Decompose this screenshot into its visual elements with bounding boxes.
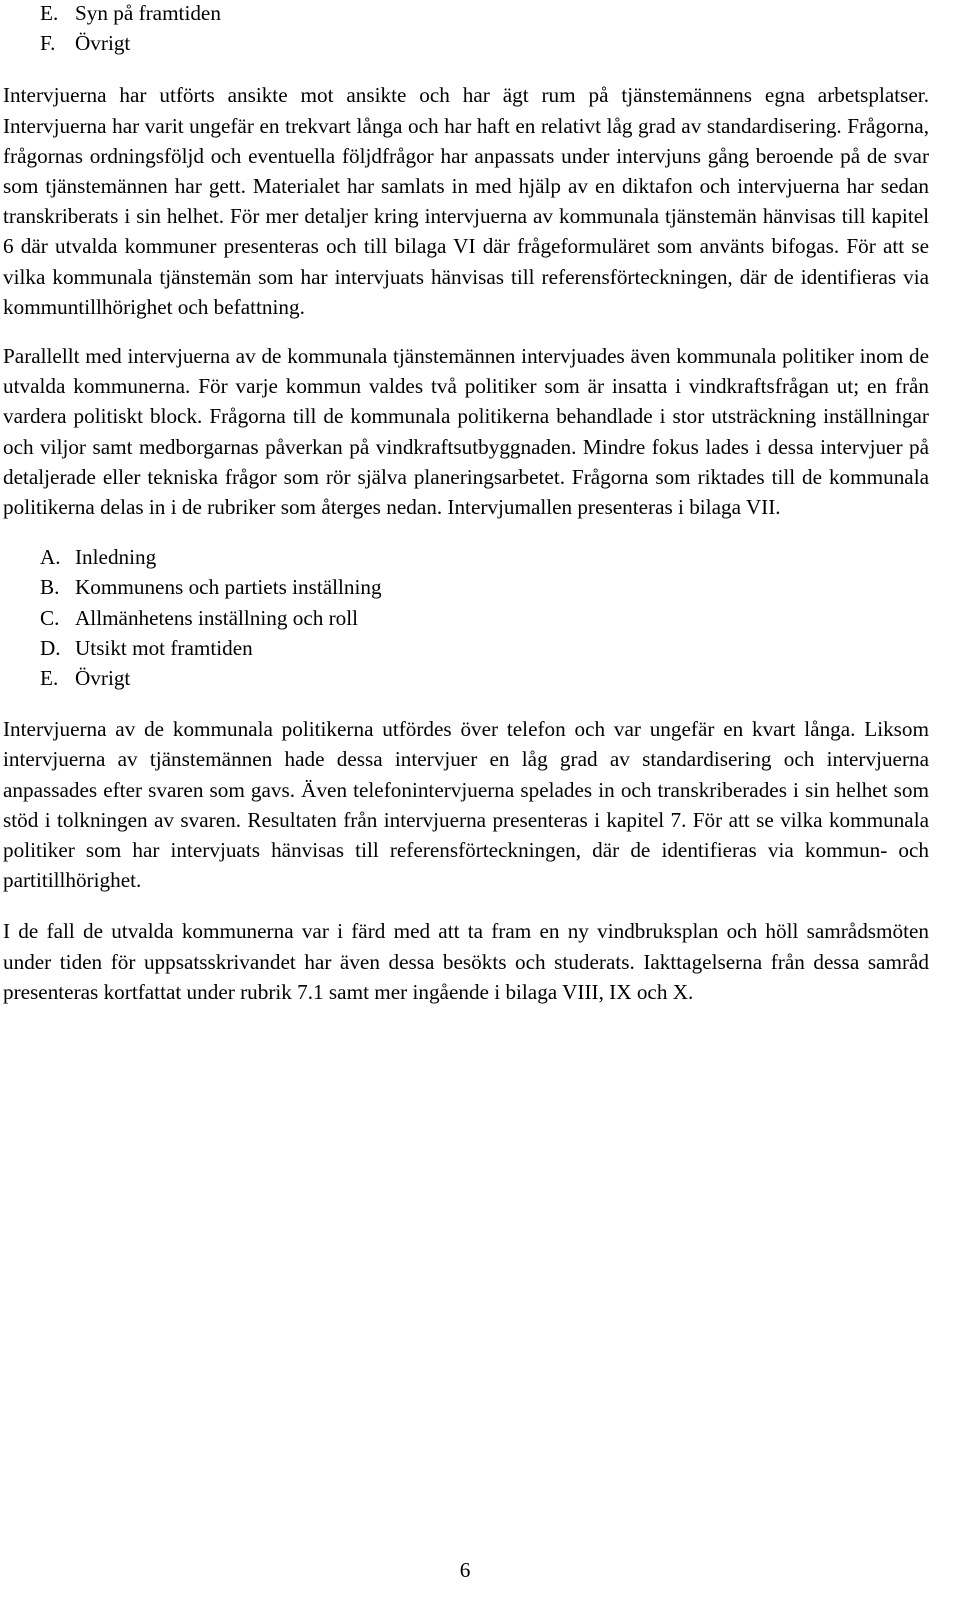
list-item-text: Kommunens och partiets inställning xyxy=(75,575,382,600)
list-item xyxy=(37,572,929,602)
list-marker: A. xyxy=(40,545,61,570)
list-item-text: Syn på framtiden xyxy=(75,1,221,25)
spacer xyxy=(3,522,929,542)
paragraph-consultation-meetings: I de fall de utvalda kommunerna var i färd med att ta fram en ny vindbruksplan och höll samrådsmöten under tiden för uppsatsskrivandet har även dessa besökts och studerats. Iakttagelserna från dessa samråd presenteras kortfattat under rubrik 7.1 samt mer ingående i bilaga VIII, IX och X. xyxy=(3,919,929,1004)
list-item xyxy=(37,542,929,572)
spacer xyxy=(3,693,929,714)
list-marker: B. xyxy=(40,575,60,600)
list-item-text: Allmänhetens inställning och roll xyxy=(75,605,359,630)
list-item xyxy=(37,663,929,693)
paragraph-interviews-officials: Intervjuerna har utförts ansikte mot ansikte och har ägt rum på tjänstemännens egna arbetsplatser. Intervjuerna har varit ungefär en trekvart långa och har haft en relativt låg grad av standardisering. Frågorna, frågornas ordningsföljd och eventuella följdfrågor har anpassats under intervjuns gång beroende på de svar som tjänstemännen har gett. Materialet har samlats in med hjälp av en diktafon och intervjuerna har sedan transkriberats i sin helhet. För mer detaljer kring intervjuerna av kommunala tjänstemän hänvisas till kapitel 6 där utvalda kommuner presenteras och till bilaga VI där frågeformuläret som använts bifogas. För att se vilka kommunala tjänstemän som har intervjuats hänvisas till referensförteckningen, där de identifieras via kommuntillhörighet och befattning. xyxy=(3,83,929,319)
list-marker: F. xyxy=(40,31,56,56)
list-item xyxy=(37,633,929,663)
spacer xyxy=(3,58,929,80)
list-item-text: Inledning xyxy=(75,545,157,570)
page-number: 6 xyxy=(459,1558,471,1582)
list-marker: D. xyxy=(40,635,61,660)
topic-list-officials-continued xyxy=(3,0,929,58)
paragraph-interviews-politicians: Parallellt med intervjuerna av de kommunala tjänstemännen intervjuades även kommunala politiker inom de utvalda kommunerna. För varje kommun valdes två politiker som är insatta i vindkraftsfrågan ut; en från vardera politiskt block. Frågorna till de kommunala politikerna behandlade i stor utsträckning inställningar och viljor samt medborgarnas påverkan på vindkraftsutbyggnaden. Mindre fokus lades i dessa intervjuer på detaljerade eller tekniska frågor som rör själva planeringsarbetet. Frågorna som riktades till de kommunala politikerna delas in i de rubriker som återges nedan. Intervjumallen presenteras i bilaga VII. xyxy=(3,344,929,520)
list-item-text: Övrigt xyxy=(75,31,131,56)
document-page xyxy=(3,0,929,1007)
list-item xyxy=(37,28,929,58)
list-marker: E. xyxy=(40,666,59,691)
list-marker: E. xyxy=(40,1,59,25)
spacer xyxy=(3,895,929,916)
list-item-text: Utsikt mot framtiden xyxy=(75,635,253,660)
list-item xyxy=(37,0,929,28)
spacer xyxy=(3,322,929,341)
topic-list-politicians xyxy=(3,542,929,693)
list-item-text: Övrigt xyxy=(75,666,131,691)
list-item xyxy=(37,603,929,633)
paragraph-telephone-interviews: Intervjuerna av de kommunala politikerna utfördes över telefon och var ungefär en kvart långa. Liksom intervjuerna av tjänstemännen hade dessa intervjuer en låg grad av standardisering och intervjuerna anpassades efter svaren som gavs. Även telefonintervjuerna spelades in och transkriberades i sin helhet som stöd i tolkningen av svaren. Resultaten från intervjuerna presenteras i kapitel 7. För att se vilka kommunala politiker som har intervjuats hänvisas till referensförteckningen, där de identifieras via kommun- och partitillhörighet. xyxy=(3,717,929,893)
list-marker: C. xyxy=(40,605,60,630)
